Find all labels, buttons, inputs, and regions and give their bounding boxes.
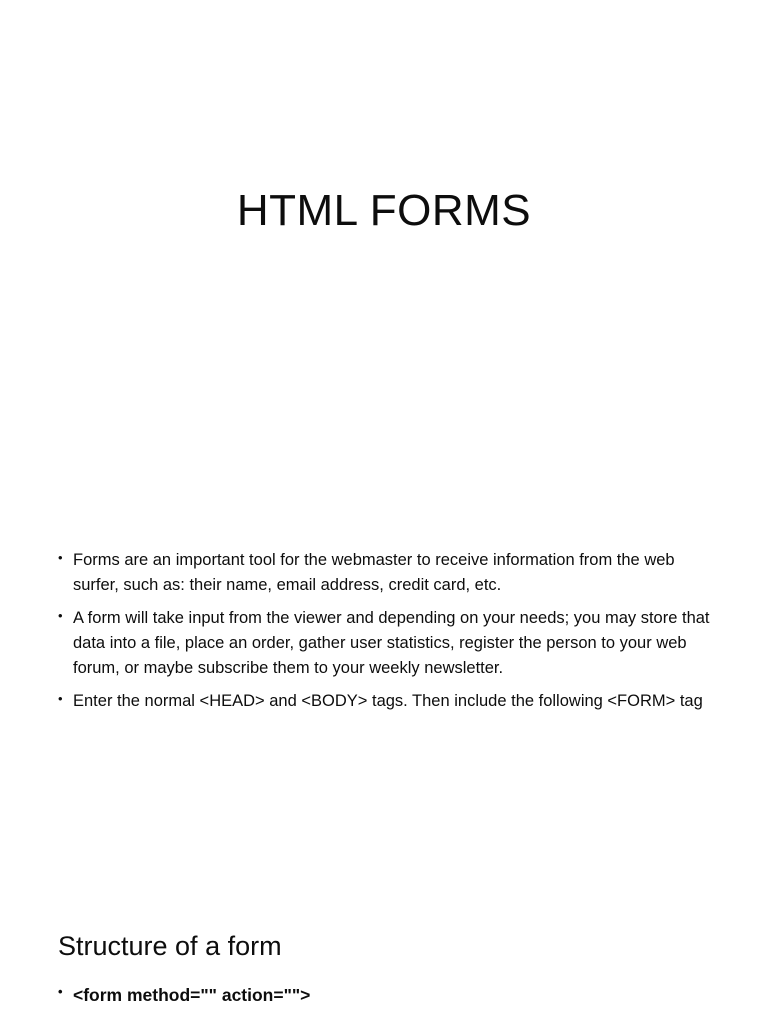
- list-item: • Enter the normal <HEAD> and <BODY> tags. Then include the following <FORM> tag: [58, 689, 714, 714]
- slide-structure-of-a-form: [0, 880, 768, 1024]
- list-item: • Forms are an important tool for the webmaster to receive information from the web surfer, such as: their name, email address, credit card, etc.: [58, 548, 714, 598]
- page-title: HTML FORMS: [236, 186, 532, 236]
- list-item: • A form will take input from the viewer and depending on your needs; you may store that data into a file, place an order, gather user statistics, register the person to your web forum, or maybe subscribe them to your weekly newsletter.: [58, 606, 714, 681]
- section-heading: Structure of a form: [58, 931, 282, 962]
- list-item: • <form method="" action="">: [58, 982, 718, 1008]
- slide-body-bullets: [58, 548, 714, 722]
- code-bullets: [58, 982, 718, 1008]
